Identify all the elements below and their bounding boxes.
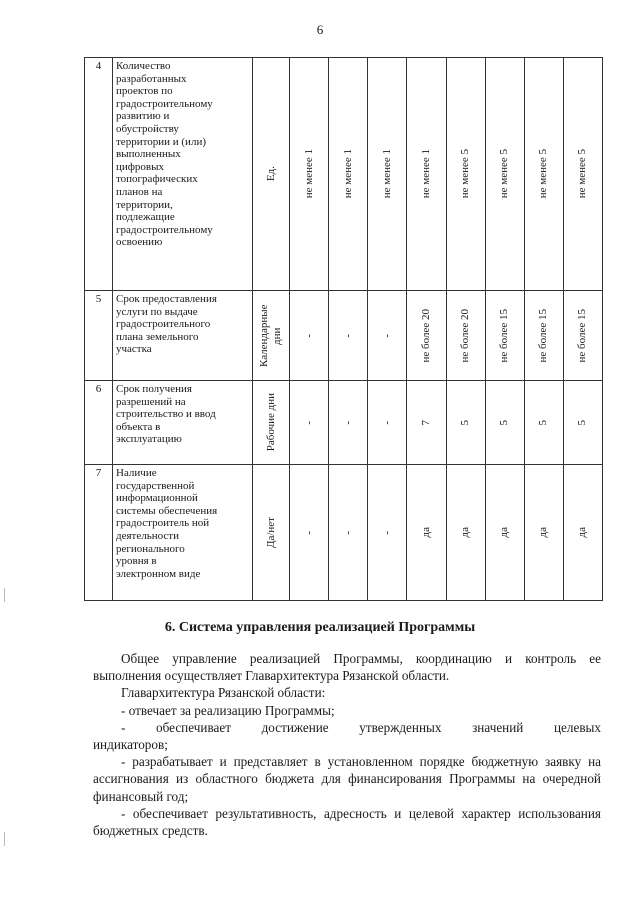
indicator-name-line: Наличие: [116, 467, 157, 479]
bullet-targets-head: - обеспечивает достижение утвержденных значений целевых: [121, 719, 601, 735]
indicator-name: [113, 58, 253, 291]
indicator-name-line: подлежащие: [116, 211, 175, 224]
indicator-name-line: выполненных: [116, 148, 181, 161]
page-number: 6: [316, 22, 324, 37]
value-text: -: [302, 530, 315, 535]
bullet-budget-request: - разрабатывает и представляет в установленном порядке бюджетную заявку на ассигнования из областного бюджета для финансирования Программы на очередной финансовый год;: [93, 754, 601, 804]
value-cell: [368, 58, 407, 291]
unit-cell: [253, 465, 290, 601]
indicator-name: [113, 465, 253, 601]
value-cell: [524, 58, 563, 291]
value-cell: [407, 291, 446, 381]
indicator-name-line: территории,: [116, 198, 173, 211]
indicator-name-line: Срок получения: [116, 383, 192, 395]
indicator-name-line: строительство и ввод: [116, 408, 216, 421]
table-row: [85, 291, 603, 381]
indicator-name: [113, 381, 253, 465]
value-text: не более 20: [459, 308, 472, 363]
value-text: да: [498, 527, 511, 538]
value-text: не менее 5: [498, 149, 511, 199]
value-text: не менее 1: [302, 149, 315, 199]
value-text: не менее 1: [380, 149, 393, 199]
indicator-name-line: эксплуатацию: [116, 433, 182, 446]
value-text: да: [576, 527, 589, 538]
indicator-name-line: разрешений на: [116, 395, 186, 408]
indicator-name-line: градостроитель ной: [116, 517, 210, 530]
value-cell: [290, 465, 329, 601]
value-text: 5: [459, 419, 472, 426]
indicator-name-line: разработанных: [116, 72, 187, 85]
indicator-name-line: Срок предоставления: [116, 293, 217, 305]
indicator-name-line: плана земельного: [116, 330, 199, 343]
unit-label: Рабочие дни: [264, 393, 277, 452]
value-cell: [290, 58, 329, 291]
indicator-name-line: градостроительному: [116, 97, 213, 110]
unit-cell: [253, 381, 290, 465]
indicator-name-line: системы обеспечения: [116, 504, 218, 517]
margin-mark: [4, 832, 5, 846]
section-title: 6. Система управления реализацией Программы: [164, 620, 476, 635]
indicator-name-line: обустройству: [116, 122, 179, 135]
value-cell: [485, 381, 524, 465]
value-cell: [563, 465, 602, 601]
value-cell: [368, 291, 407, 381]
value-text: не менее 1: [419, 149, 432, 199]
indicator-name-line: деятельности: [116, 529, 179, 542]
value-text: не более 15: [537, 308, 550, 363]
unit-label: Календарные дни: [258, 304, 283, 367]
bullet-responsibility: - отвечает за реализацию Программы;: [121, 702, 335, 718]
value-text: не менее 1: [341, 149, 354, 199]
indicator-name-line: проектов по: [116, 85, 173, 98]
bullet-targets-tail: индикаторов;: [93, 737, 168, 753]
value-text: -: [380, 530, 393, 535]
paragraph-general-management: Общее управление реализацией Программы, координацию и контроль ее выполнения осуществляет Главархитектура Рязанской области.: [93, 651, 601, 684]
bullet-efficiency: - обеспечивает результативность, адресность и целевой характер использования бюджетных средств.: [93, 805, 601, 839]
indicator-name-line: развитию и: [116, 110, 170, 123]
value-cell: [407, 465, 446, 601]
value-text: не более 15: [498, 308, 511, 363]
value-text: 5: [537, 419, 550, 426]
value-cell: [290, 291, 329, 381]
value-cell: [368, 465, 407, 601]
value-text: -: [341, 420, 354, 425]
value-cell: [329, 291, 368, 381]
indicator-name-line: информационной: [116, 492, 198, 505]
value-cell: [329, 381, 368, 465]
paragraph-authority: Главархитектура Рязанской области:: [121, 685, 326, 701]
indicator-name-line: Количество: [116, 60, 171, 72]
value-cell: [524, 381, 563, 465]
value-cell: [446, 291, 485, 381]
value-text: не менее 5: [576, 149, 589, 199]
row-number: 4: [85, 58, 113, 291]
indicator-name-line: цифровых: [116, 160, 164, 173]
value-cell: [563, 291, 602, 381]
row-number: 6: [85, 381, 113, 465]
indicator-name-line: градостроительного: [116, 318, 211, 331]
indicator-name: [113, 291, 253, 381]
table-row: [85, 465, 603, 601]
value-text: 7: [419, 419, 432, 426]
margin-mark: [4, 588, 5, 602]
indicator-name-line: планов на: [116, 185, 163, 198]
value-text: не более 20: [419, 308, 432, 363]
indicator-name-line: топографических: [116, 173, 198, 186]
value-text: -: [302, 420, 315, 425]
value-text: 5: [498, 419, 511, 426]
indicator-name-line: освоению: [116, 236, 163, 249]
value-text: -: [380, 333, 393, 338]
value-cell: [485, 465, 524, 601]
value-cell: [485, 291, 524, 381]
section-body: [93, 650, 601, 839]
value-text: да: [537, 527, 550, 538]
value-cell: [563, 381, 602, 465]
indicator-name-line: услуги по выдаче: [116, 305, 198, 318]
value-cell: [485, 58, 524, 291]
indicator-name-line: регионального: [116, 542, 185, 555]
value-text: -: [341, 333, 354, 338]
unit-cell: [253, 58, 290, 291]
value-text: не менее 5: [537, 149, 550, 199]
table-row: [85, 58, 603, 291]
value-cell: [446, 381, 485, 465]
indicators-table: [84, 57, 603, 601]
value-cell: [446, 58, 485, 291]
value-text: да: [459, 527, 472, 538]
value-cell: [329, 465, 368, 601]
value-cell: [563, 58, 602, 291]
indicator-name-line: участка: [116, 343, 152, 356]
value-cell: [368, 381, 407, 465]
indicator-name-line: территории и (или): [116, 135, 206, 148]
indicator-name-line: уровня в: [116, 555, 157, 568]
table-row: [85, 381, 603, 465]
indicator-name-line: объекта в: [116, 420, 161, 433]
row-number: 7: [85, 465, 113, 601]
row-number: 5: [85, 291, 113, 381]
value-cell: [524, 291, 563, 381]
value-cell: [407, 58, 446, 291]
value-cell: [407, 381, 446, 465]
value-text: не более 15: [576, 308, 589, 363]
value-text: не менее 5: [459, 149, 472, 199]
value-text: -: [380, 420, 393, 425]
value-cell: [290, 381, 329, 465]
unit-label: Да/нет: [264, 516, 277, 549]
value-text: -: [302, 333, 315, 338]
value-cell: [524, 465, 563, 601]
indicator-name-line: электронном виде: [116, 567, 201, 580]
unit-label: Ед.: [264, 166, 277, 182]
value-text: 5: [576, 419, 589, 426]
value-text: -: [341, 530, 354, 535]
unit-cell: [253, 291, 290, 381]
indicator-name-line: градостроительному: [116, 223, 213, 236]
value-text: да: [419, 527, 432, 538]
indicator-name-line: государственной: [116, 479, 195, 492]
value-cell: [446, 465, 485, 601]
value-cell: [329, 58, 368, 291]
